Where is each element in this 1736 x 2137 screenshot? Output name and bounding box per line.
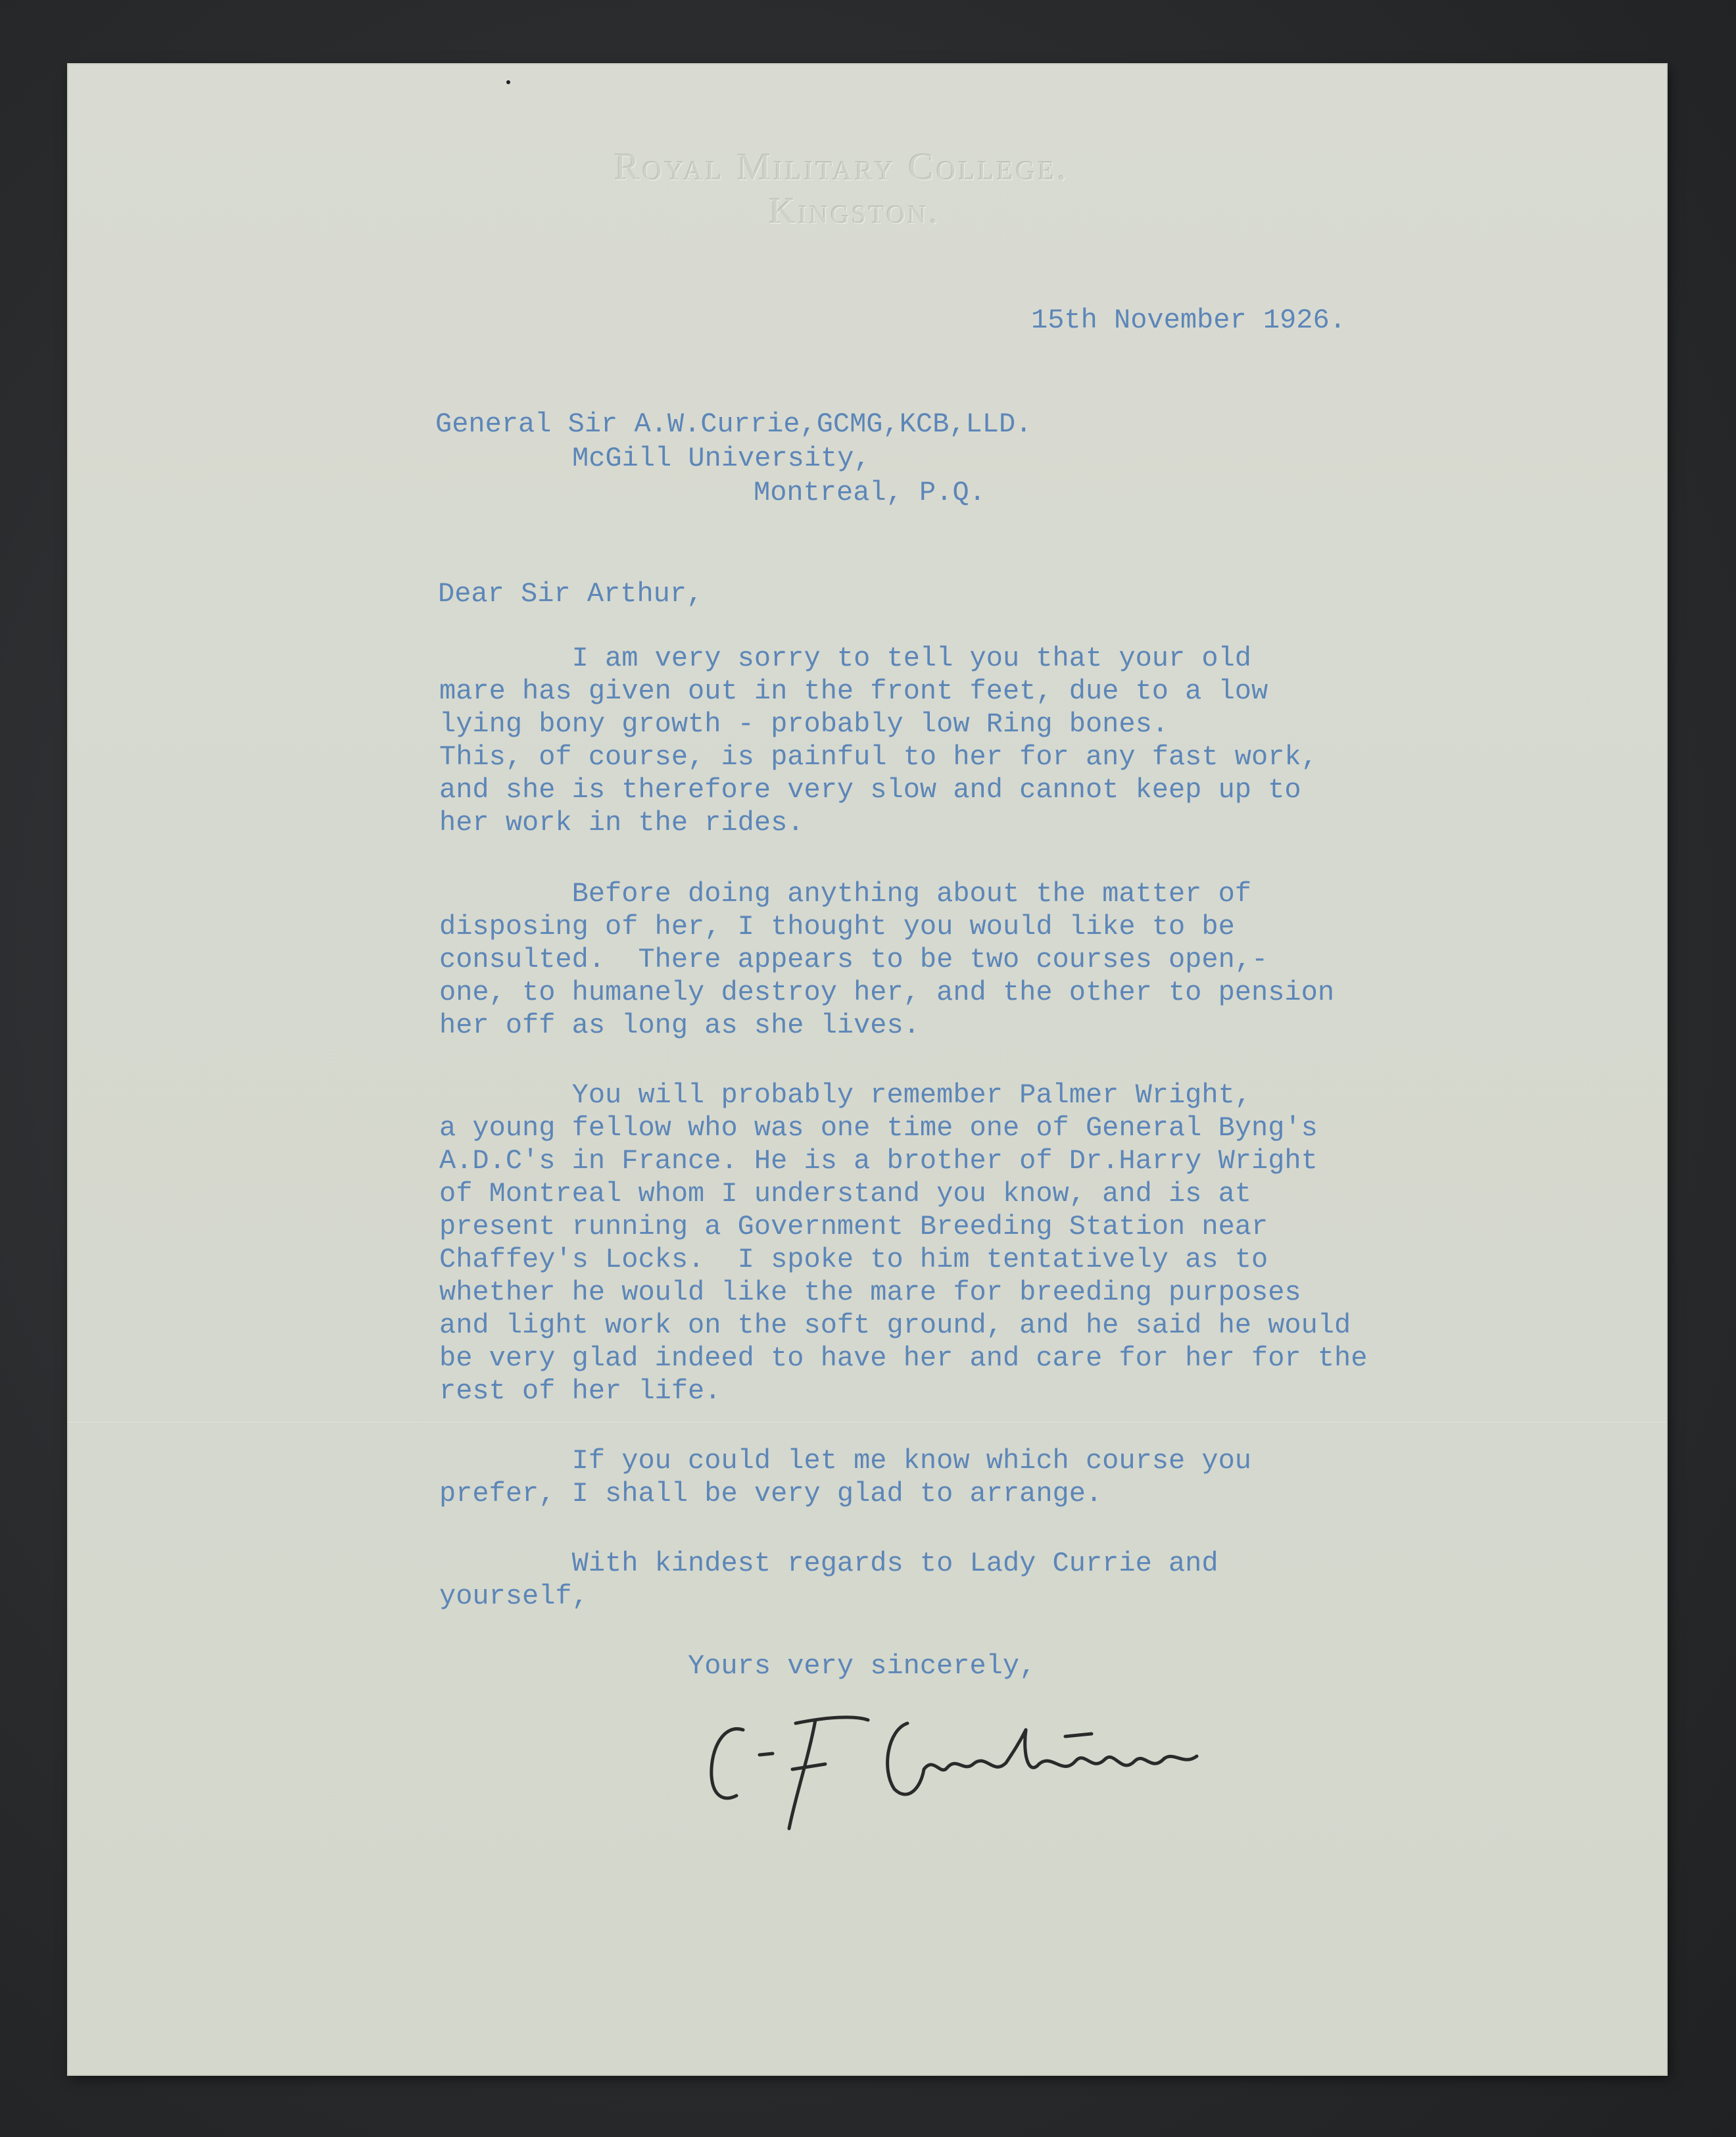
recipient-name: General Sir A.W.Currie,GCMG,KCB,LLD. [435,408,1032,440]
recipient-institution: McGill University, [572,443,871,474]
paragraph-2: Before doing anything about the matter of disposing of her, I thought you would like to be consulted. There appears to be two courses open,- one, to humanely destroy her, and the other to pension her off as long as she lives. [439,878,1335,1041]
paragraph-3: You will probably remember Palmer Wright, a young fellow who was one time one of General Byng's A.D.C's in France. He is a brother of Dr.Harry Wright of Montreal whom I understand you know, and is at present running a Government Breeding Station near Chaffey's Locks. I spoke to him tentatively as to whether he would like the mare for breeding purposes and light work on the soft ground, and he said he would be very glad indeed to have her and care for her for the rest of her life. [439,1079,1368,1407]
ink-speck [506,80,510,84]
letterhead-line-2: Kingston. [769,191,941,232]
closing: Yours very sincerely, [688,1650,1036,1682]
letterhead-line-1: Royal Military College. [614,145,1069,188]
handwritten-signature [697,1690,1223,1842]
embossed-letterhead [513,145,1170,232]
recipient-city: Montreal, P.Q. [754,477,986,508]
paragraph-4: If you could let me know which course you prefer, I shall be very glad to arrange. [439,1445,1252,1510]
letter-date: 15th November 1926. [1031,305,1346,336]
fold-crease [68,1421,1666,1423]
salutation: Dear Sir Arthur, [438,578,704,610]
paragraph-1: I am very sorry to tell you that your old mare has given out in the front feet, due to a low lying bony growth - probably low Ring bones. This, of course, is painful to her for any fast work, and she is therefore very slow and cannot keep up to her work in the rides. [439,643,1318,839]
paragraph-5: With kindest regards to Lady Currie and yourself, [439,1548,1218,1612]
